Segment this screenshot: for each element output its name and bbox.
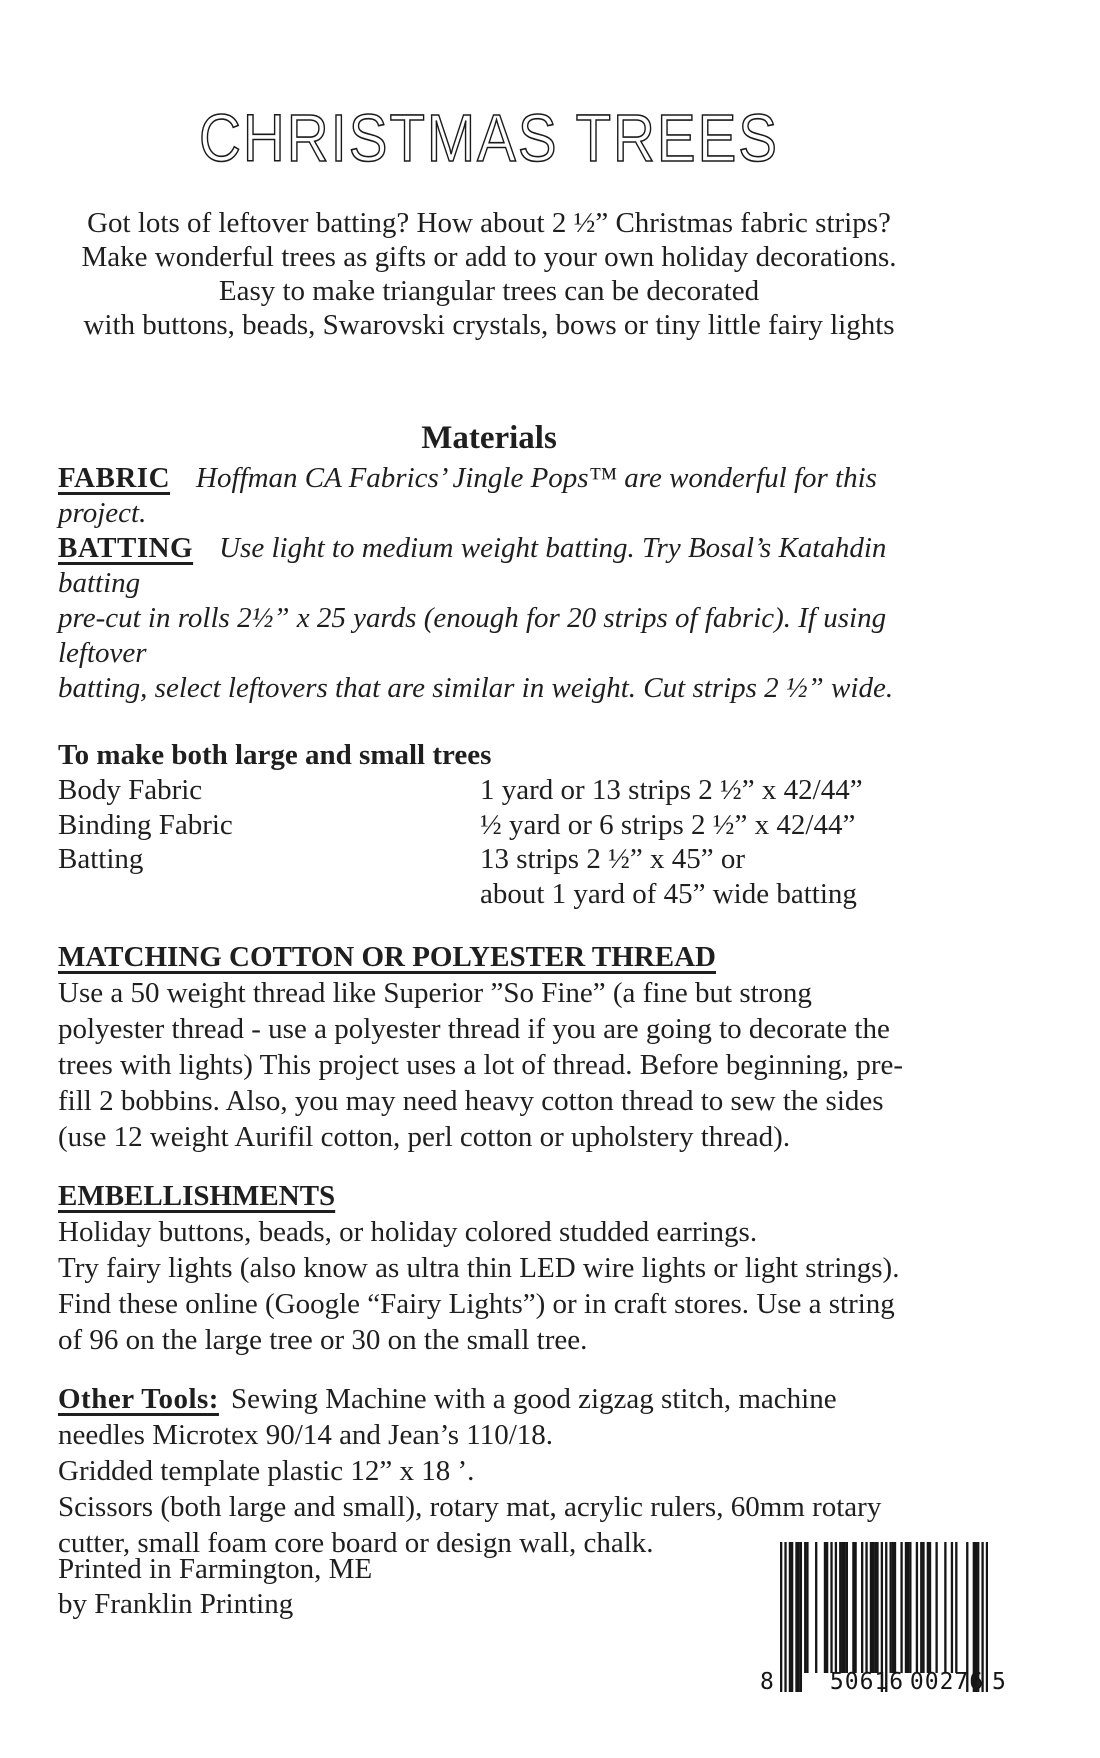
- materials-heading: Materials: [421, 420, 557, 456]
- batting-line: [58, 531, 920, 601]
- intro-line: with buttons, beads, Swarovski crystals, bows or tiny little fairy lights: [83, 309, 895, 341]
- requirements-heading: To make both large and small trees: [58, 739, 492, 771]
- page-title: CHRISTMAS TREES: [198, 101, 779, 177]
- thread-text: polyester thread - use a polyester thread if you are going to decorate the: [58, 1013, 890, 1045]
- thread-text: trees with lights) This project uses a lot of thread. Before beginning, pre-: [58, 1049, 904, 1081]
- row-label: [58, 877, 480, 912]
- row-label: Body Fabric: [58, 774, 203, 806]
- intro-line: Make wonderful trees as gifts or add to your own holiday decorations.: [81, 241, 897, 273]
- row-value: about 1 yard of 45” wide batting: [480, 877, 857, 910]
- table-row: [58, 842, 920, 877]
- embellishments-section: [58, 1178, 920, 1358]
- thread-text: fill 2 bobbins. Also, you may need heavy cotton thread to sew the sides: [58, 1085, 884, 1117]
- table-row: [58, 877, 920, 912]
- intro-line: Easy to make triangular trees can be decorated: [218, 275, 760, 307]
- other-tools-text: Gridded template plastic 12” x 18 ’.: [58, 1455, 475, 1487]
- barcode-digit-group2: 00276: [909, 1669, 985, 1695]
- other-tools-label: Other Tools:: [58, 1383, 219, 1415]
- barcode-digit-group1: 50616: [829, 1669, 905, 1695]
- batting-text: Use light to medium weight batting. Try Bosal’s Katahdin batting: [58, 532, 887, 599]
- batting-text: batting, select leftovers that are similar in weight. Cut strips 2 ½” wide.: [58, 672, 894, 704]
- materials-section: [58, 461, 920, 706]
- table-row: [58, 808, 920, 843]
- other-tools-text: Sewing Machine with a good zigzag stitch, machine: [230, 1383, 837, 1415]
- row-label: Binding Fabric: [58, 808, 233, 841]
- batting-label: BATTING: [58, 532, 194, 564]
- row-value: ½ yard or 6 strips 2 ½” x 42/44”: [480, 808, 856, 841]
- other-tools-text: Scissors (both large and small), rotary mat, acrylic rulers, 60mm rotary: [58, 1491, 882, 1523]
- printer-credit-line: by Franklin Printing: [58, 1588, 294, 1620]
- batting-text: pre-cut in rolls 2½” x 25 yards (enough for 20 strips of fabric). If using leftover: [58, 602, 887, 669]
- thread-text: (use 12 weight Aurifil cotton, perl cotton or upholstery thread).: [58, 1121, 791, 1153]
- content-column: [0, 101, 1100, 1561]
- fabric-line: [58, 461, 920, 531]
- barcode-digit-right: 5: [992, 1669, 1007, 1695]
- fabric-label: FABRIC: [58, 462, 171, 494]
- row-value: 13 strips 2 ½” x 45” or: [480, 843, 745, 875]
- barcode-digit-left: 8: [760, 1669, 775, 1695]
- other-tools-text: cutter, small foam core board or design wall, chalk.: [58, 1527, 654, 1559]
- embellishments-text: of 96 on the large tree or 30 on the small tree.: [58, 1324, 588, 1356]
- upc-barcode: [758, 1542, 1006, 1694]
- table-row: [58, 773, 920, 808]
- embellishments-heading: EMBELLISHMENTS: [58, 1180, 336, 1212]
- embellishments-text: Try fairy lights (also know as ultra thin LED wire lights or light strings).: [58, 1252, 900, 1284]
- thread-section: [58, 939, 920, 1155]
- embellishments-text: Find these online (Google “Fairy Lights”) or in craft stores. Use a string: [58, 1288, 895, 1320]
- printer-credit: [58, 1552, 372, 1622]
- printer-credit-line: Printed in Farmington, ME: [58, 1553, 373, 1585]
- row-label: Batting: [58, 843, 144, 875]
- fabric-text: Hoffman CA Fabrics’ Jingle Pops™ are wonderful for this project.: [58, 462, 877, 529]
- embellishments-text: Holiday buttons, beads, or holiday colored studded earrings.: [58, 1216, 758, 1248]
- other-tools-text: needles Microtex 90/14 and Jean’s 110/18.: [58, 1419, 554, 1451]
- intro-line: Got lots of leftover batting? How about 2 ½” Christmas fabric strips?: [87, 207, 891, 239]
- thread-heading: MATCHING COTTON OR POLYESTER THREAD: [58, 941, 716, 973]
- intro-paragraph: [58, 206, 920, 342]
- other-tools-line: [58, 1381, 920, 1417]
- thread-text: Use a 50 weight thread like Superior ”So Fine” (a fine but strong: [58, 977, 812, 1009]
- requirements-section: [58, 738, 920, 911]
- other-tools-section: [58, 1381, 920, 1561]
- row-value: 1 yard or 13 strips 2 ½” x 42/44”: [480, 774, 863, 806]
